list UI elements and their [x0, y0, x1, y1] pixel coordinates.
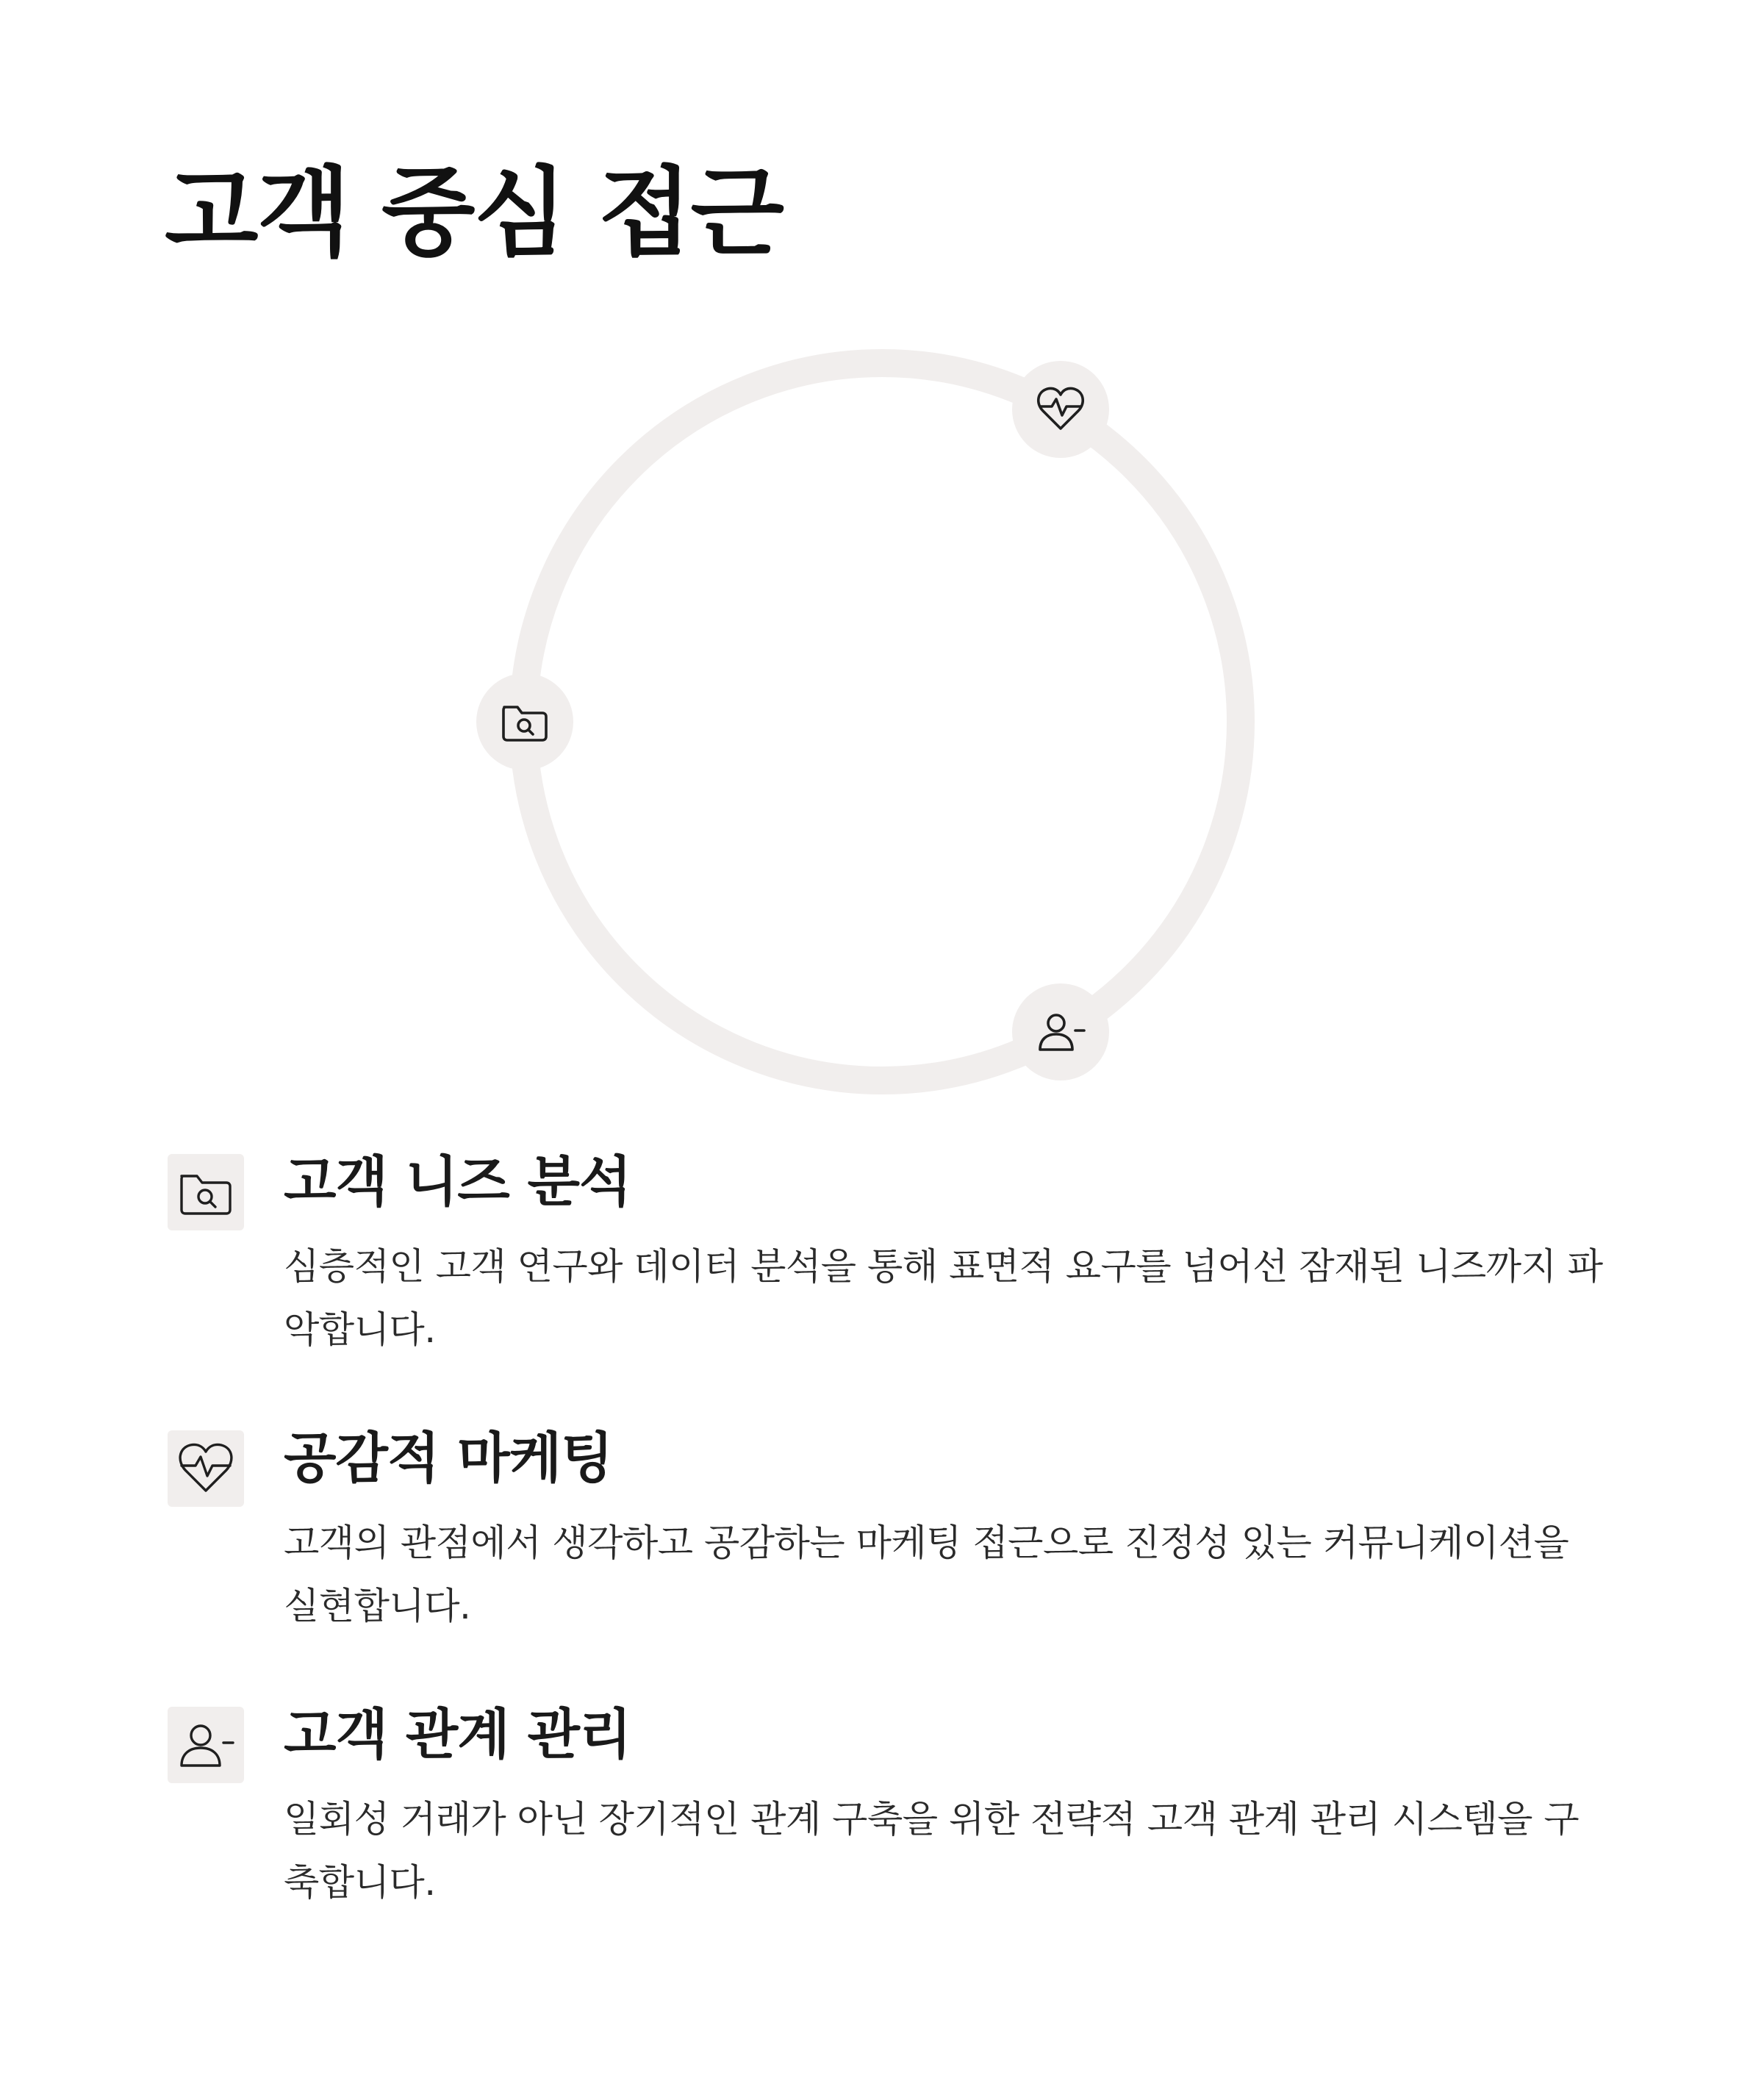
cycle-node-folder	[476, 673, 573, 770]
feature-icon-box	[168, 1707, 244, 1783]
feature-description: 고객의 관점에서 생각하고 공감하는 마케팅 접근으로 진정성 있는 커뮤니케이션을 실현합니다.	[284, 1522, 1569, 1627]
feature-icon-box	[168, 1154, 244, 1230]
feature-title: 고객 관계 관리	[284, 1703, 631, 1766]
folder-search-icon	[176, 1163, 235, 1222]
feature-description: 심층적인 고객 연구와 데이터 분석을 통해 표면적 요구를 넘어선 잠재된 니즈까지 파악합니다.	[284, 1245, 1603, 1351]
feature-title: 고객 니즈 분석	[284, 1150, 631, 1214]
feature-description: 일회성 거래가 아닌 장기적인 관계 구축을 위한 전략적 고객 관계 관리 시스템을 구축합니다.	[284, 1798, 1580, 1904]
feature-icon-box	[168, 1430, 244, 1507]
page-title: 고객 중심 접근	[165, 157, 783, 270]
feature-title: 공감적 마케팅	[284, 1427, 613, 1490]
heart-pulse-icon	[176, 1439, 235, 1498]
cycle-node-heart	[1012, 361, 1109, 458]
cycle-ring	[523, 363, 1241, 1080]
user-minus-icon	[176, 1716, 235, 1774]
cycle-node-user	[1012, 983, 1109, 1080]
